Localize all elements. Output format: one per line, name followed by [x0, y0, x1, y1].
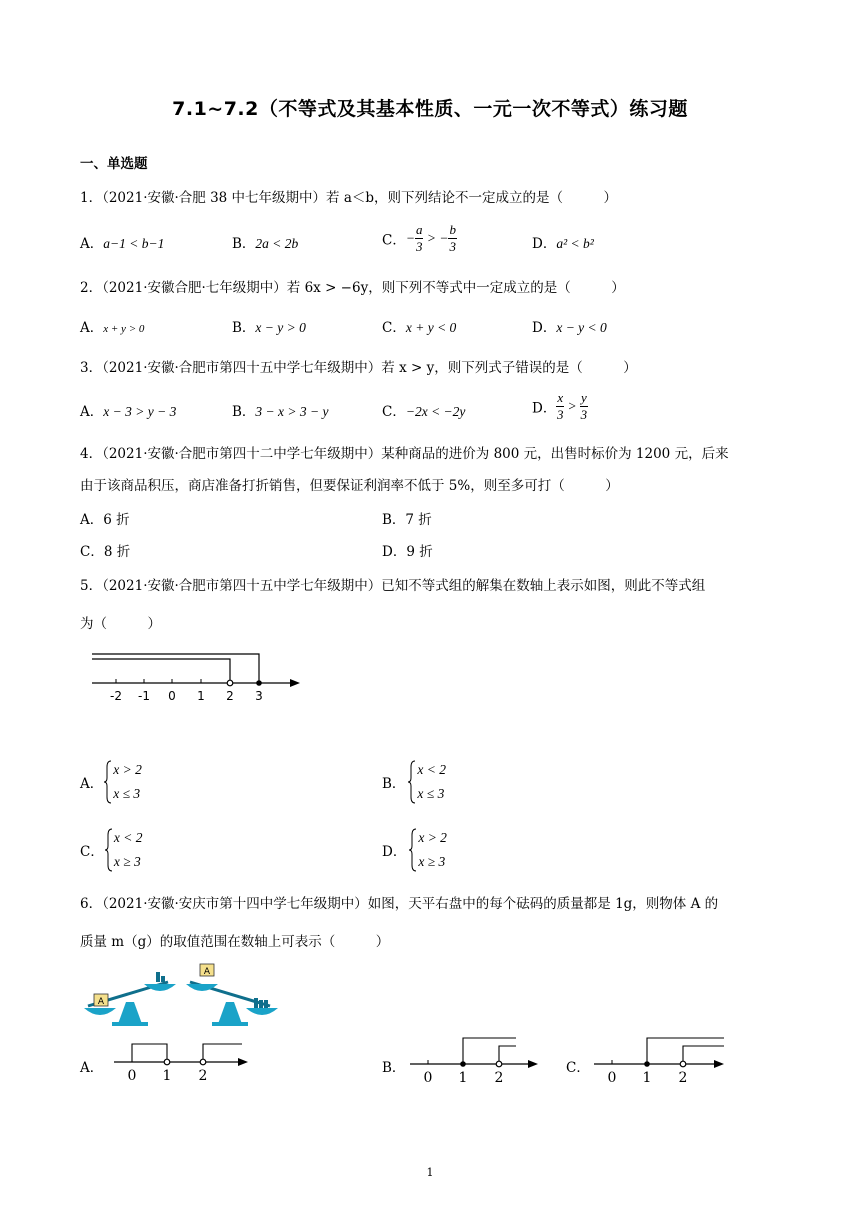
q5-option-b: B． x < 2 x ≤ 3: [382, 758, 446, 806]
q3-option-a: A．x − 3 > y − 3: [80, 404, 177, 420]
q6-option-a-number-line: [110, 1040, 250, 1084]
axis-label: -1: [138, 689, 150, 703]
q2-option-d: D．x − y < 0: [532, 320, 607, 336]
q4-option-d: D．9 折: [382, 544, 433, 560]
question-4-stem-line2: 由于该商品积压，商店准备打折销售，但要保证利润率不低于 5%，则至多可打（ ）: [80, 478, 619, 494]
q2-option-a: A．x + y > 0: [80, 320, 145, 336]
axis-label: -2: [110, 689, 122, 703]
question-2-stem: 2．（2021·安徽合肥·七年级期中）若 6x > −6y，则下列不等式中一定成立的是（ ）: [80, 280, 625, 296]
balance-scales-image: [82, 962, 282, 1028]
svg-text:0: 0: [127, 1068, 137, 1084]
fraction: $\frac{a}{3}$: [415, 222, 423, 254]
q5-option-d: D． x > 2 x ≥ 3: [382, 826, 447, 874]
svg-text:1: 1: [162, 1068, 172, 1084]
brace-icon: [406, 827, 418, 873]
q3-option-b: B．3 − x > 3 − y: [232, 404, 329, 420]
svg-text:A: A: [97, 997, 105, 1007]
question-6-stem-line2: 质量 m（g）的取值范围在数轴上可表示（ ）: [80, 934, 390, 950]
q5-option-a: A． x > 2 x ≤ 3: [80, 758, 142, 806]
q5-option-c: C． x < 2 x ≥ 3: [80, 826, 142, 874]
q2-option-b: B．x − y > 0: [232, 320, 306, 336]
axis-label: 1: [197, 689, 205, 703]
q4-option-c: C．8 折: [80, 544, 131, 560]
axis-label: 2: [226, 689, 234, 703]
question-1-stem: 1．（2021·安徽·合肥 38 中七年级期中）若 a＜b，则下列结论不一定成立的是（ ）: [80, 190, 618, 206]
q4-option-a: A．6 折: [80, 512, 130, 528]
q1-option-b: B．2a < 2b: [232, 236, 299, 252]
svg-text:2: 2: [198, 1068, 208, 1084]
svg-text:0: 0: [423, 1070, 433, 1086]
svg-text:1: 1: [642, 1070, 652, 1086]
question-3-stem: 3．（2021·安徽·合肥市第四十五中学七年级期中）若 x > y，则下列式子错误的是（ ）: [80, 360, 637, 376]
axis-label: 0: [168, 689, 176, 703]
question-6-stem-line1: 6．（2021·安徽·安庆市第十四中学七年级期中）如图，天平右盘中的每个砝码的质量都是 1g，则物体 A 的: [80, 896, 719, 912]
q3-option-d: D． $\frac{x}{3}$ > $\frac{y}{3}$: [532, 390, 588, 422]
closed-point: [256, 680, 262, 686]
axis-label: 3: [255, 689, 263, 703]
svg-text:0: 0: [607, 1070, 617, 1086]
q1-option-d: D．a² < b²: [532, 236, 594, 252]
q4-option-b: B．7 折: [382, 512, 432, 528]
svg-text:2: 2: [494, 1070, 504, 1086]
fraction: $\frac{y}{3}$: [580, 390, 588, 422]
q6-option-c-label: C．: [566, 1060, 590, 1076]
page-title: 7.1~7.2（不等式及其基本性质、一元一次不等式）练习题: [172, 98, 688, 120]
q5-number-line: [86, 652, 306, 704]
q6-option-c-number-line: [592, 1034, 730, 1086]
q1-option-a: A．a−1 < b−1: [80, 236, 165, 252]
section-heading: 一、单选题: [80, 156, 148, 172]
q3-option-c: C．−2x < −2y: [382, 404, 466, 420]
brace-icon: [103, 759, 113, 805]
fraction: $\frac{b}{3}$: [449, 222, 456, 254]
q6-option-b-label: B．: [382, 1060, 406, 1076]
page-number: 1: [426, 1166, 434, 1179]
svg-text:1: 1: [458, 1070, 468, 1086]
open-point: [227, 680, 233, 686]
brace-icon: [405, 759, 417, 805]
svg-text:A: A: [203, 967, 211, 977]
fraction: $\frac{x}{3}$: [556, 390, 564, 422]
brace-icon: [104, 827, 114, 873]
q6-option-b-number-line: [408, 1034, 544, 1086]
q1-option-c: C．− $\frac{a}{3}$ > − $\frac{b}{3}$: [382, 222, 456, 254]
svg-text:2: 2: [678, 1070, 688, 1086]
question-5-stem-line1: 5．（2021·安徽·合肥市第四十五中学七年级期中）已知不等式组的解集在数轴上表示如图，则此不等式组: [80, 578, 706, 594]
question-4-stem-line1: 4．（2021·安徽·合肥市第四十二中学七年级期中）某种商品的进价为 800 元，出售时标价为 1200 元，后来: [80, 446, 729, 462]
question-5-stem-line2: 为（ ）: [80, 616, 161, 632]
q2-option-c: C．x + y < 0: [382, 320, 457, 336]
q6-option-a-label: A．: [80, 1060, 104, 1076]
